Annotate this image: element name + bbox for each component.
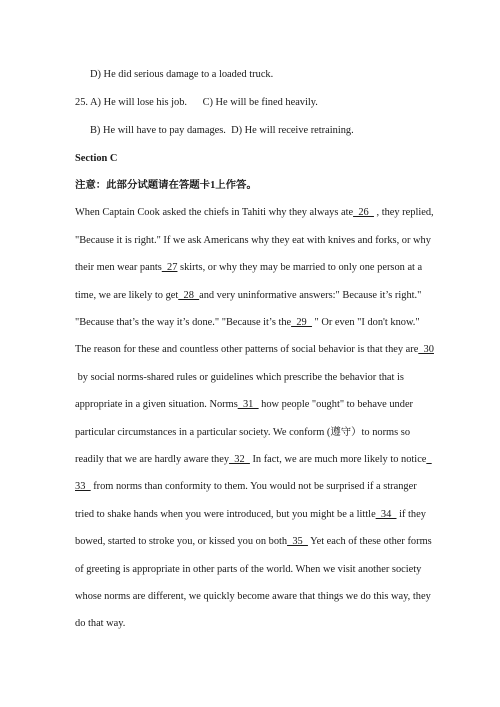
blank-35: _35_ [287, 536, 308, 547]
blank-27: _27 [161, 262, 178, 273]
section-note: 注意：此部分试题请在答题卡1上作答。 [75, 180, 257, 191]
blank-28: _28_ [178, 290, 200, 301]
blank-31: _31_ [237, 399, 259, 410]
passage-line: When Captain Cook asked the chiefs in Tahiti why they always ate_26_ , they replied, [75, 207, 434, 218]
passage-line: readily that we are hardly aware they_32_ In fact, we are much more likely to notice_ [75, 454, 432, 465]
passage-line: of greeting is appropriate in other parts of the world. When we visit another society [75, 564, 422, 575]
passage-line: "Because that’s the way it’s done." "Because it’s the_29_ " Or even "I don't know." [75, 317, 420, 328]
passage-line: appropriate in a given situation. Norms_31_ how people "ought" to behave under [75, 399, 414, 410]
section-title: Section C [75, 153, 118, 164]
blank-30: _30 [418, 344, 434, 355]
blank-32: _32_ [229, 454, 250, 465]
blank-33: 33_ [75, 481, 91, 492]
blank-33-start: _ [426, 454, 432, 465]
passage-line: tried to shake hands when you were introduced, but you might be a little_34_ if they [75, 509, 426, 520]
passage-line: time, we are likely to get_28_and very uninformative answers:" Because it’s right." [75, 290, 422, 301]
passage-line: 33_ from norms than conformity to them. You would not be surprised if a stranger [75, 481, 417, 492]
q25-options-a-c: 25. A) He will lose his job. C) He will be fined heavily. [75, 97, 318, 108]
blank-26: _26_ [353, 207, 374, 218]
passage-line: The reason for these and countless other patterns of social behavior is that they are_30 [75, 344, 434, 355]
passage-line: by social norms-shared rules or guidelines which prescribe the behavior that is [75, 372, 404, 383]
passage-line: "Because it is right." If we ask Americans why they eat with knives and forks, or why [75, 235, 431, 246]
blank-29: _29_ [291, 317, 312, 328]
q25-options-b-d: B) He will have to pay damages. D) He will receive retraining. [90, 125, 354, 136]
passage-line: do that way. [75, 618, 126, 629]
q24-option-d: D) He did serious damage to a loaded truck. [90, 69, 274, 80]
passage-line: particular circumstances in a particular society. We conform (遵守）to norms so [75, 427, 411, 438]
passage-line: whose norms are different, we quickly become aware that things we do this way, they [75, 591, 431, 602]
passage-line: bowed, started to stroke you, or kissed you on both_35_ Yet each of these other forms [75, 536, 432, 547]
blank-34: _34_ [375, 509, 397, 520]
passage-line: their men wear pants_27 skirts, or why they may be married to only one person at a [75, 262, 423, 273]
